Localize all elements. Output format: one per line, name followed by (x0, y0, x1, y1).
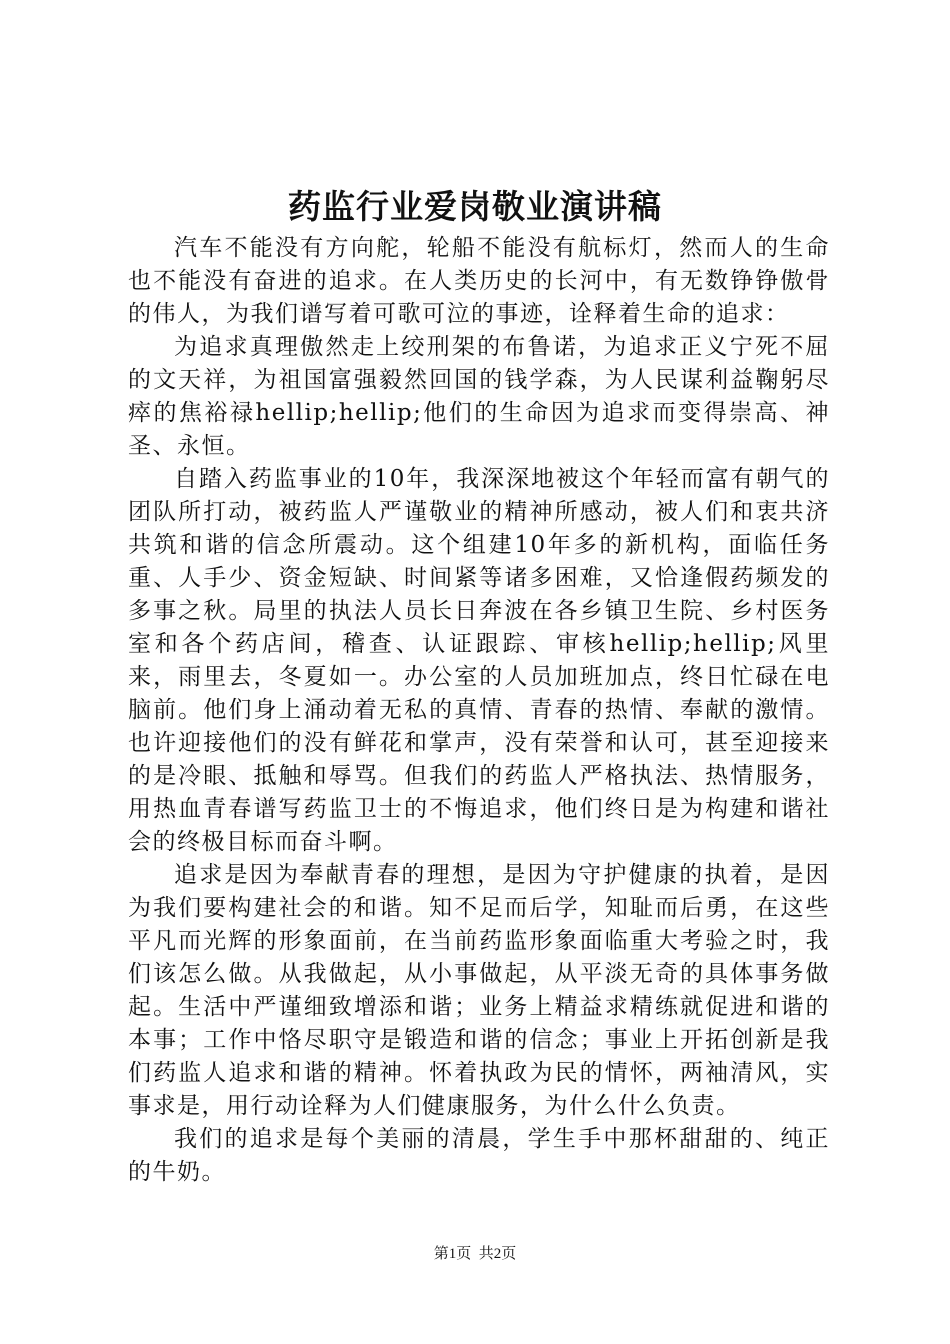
paragraph: 为追求真理傲然走上绞刑架的布鲁诺，为追求正义宁死不屈的文天祥，为祖国富强毅然回国的钱学森，为人民谋利益鞠躬尽瘁的焦裕禄hellip;hellip;他们的生命因为追求而变得崇高、神圣、永恒。 (128, 334, 830, 459)
paragraph: 自踏入药监事业的10年，我深深地被这个年轻而富有朝气的团队所打动，被药监人严谨敬业的精神所感动，被人们和衷共济共筑和谐的信念所震动。这个组建10年多的新机构，面临任务重、人手少、资金短缺、时间紧等诸多困难，又恰逢假药频发的多事之秋。局里的执法人员长日奔波在各乡镇卫生院、乡村医务室和各个药店间，稽查、认证跟踪、审核hellip;hellip;风里来，雨里去，冬夏如一。办公室的人员加班加点，终日忙碌在电脑前。他们身上涌动着无私的真情、青春的热情、奉献的激情。也许迎接他们的没有鲜花和掌声，没有荣誉和认可，甚至迎接来的是冷眼、抵触和辱骂。但我们的药监人严格执法、热情服务，用热血青春谱写药监卫士的不悔追求，他们终日是为构建和谐社会的终极目标而奋斗啊。 (128, 466, 830, 855)
page-footer (0, 1243, 950, 1265)
document-title: 药监行业爱岗敬业演讲稿 (288, 187, 662, 226)
document-body (128, 232, 830, 1189)
paragraph: 汽车不能没有方向舵，轮船不能没有航标灯，然而人的生命也不能没有奋进的追求。在人类历史的长河中，有无数铮铮傲骨的伟人，为我们谱写着可歌可泣的事迹，诠释着生命的追求： (128, 235, 830, 327)
paragraph: 我们的追求是每个美丽的清晨，学生手中那杯甜甜的、纯正的牛奶。 (128, 1126, 830, 1185)
paragraph: 追求是因为奉献青春的理想，是因为守护健康的执着，是因为我们要构建社会的和谐。知不足而后学，知耻而后勇，在这些平凡而光辉的形象面前，在当前药监形象面临重大考验之时，我们该怎么做。从我做起，从小事做起，从平淡无奇的具体事务做起。生活中严谨细致增添和谐；业务上精益求精练就促进和谐的本事；工作中恪尽职守是锻造和谐的信念；事业上开拓创新是我们药监人追求和谐的精神。怀着执政为民的情怀，两袖清风，实事求是，用行动诠释为人们健康服务，为什么什么负责。 (128, 862, 830, 1119)
page-number: 第1页 (433, 1246, 472, 1262)
page-total: 共2页 (478, 1246, 517, 1262)
